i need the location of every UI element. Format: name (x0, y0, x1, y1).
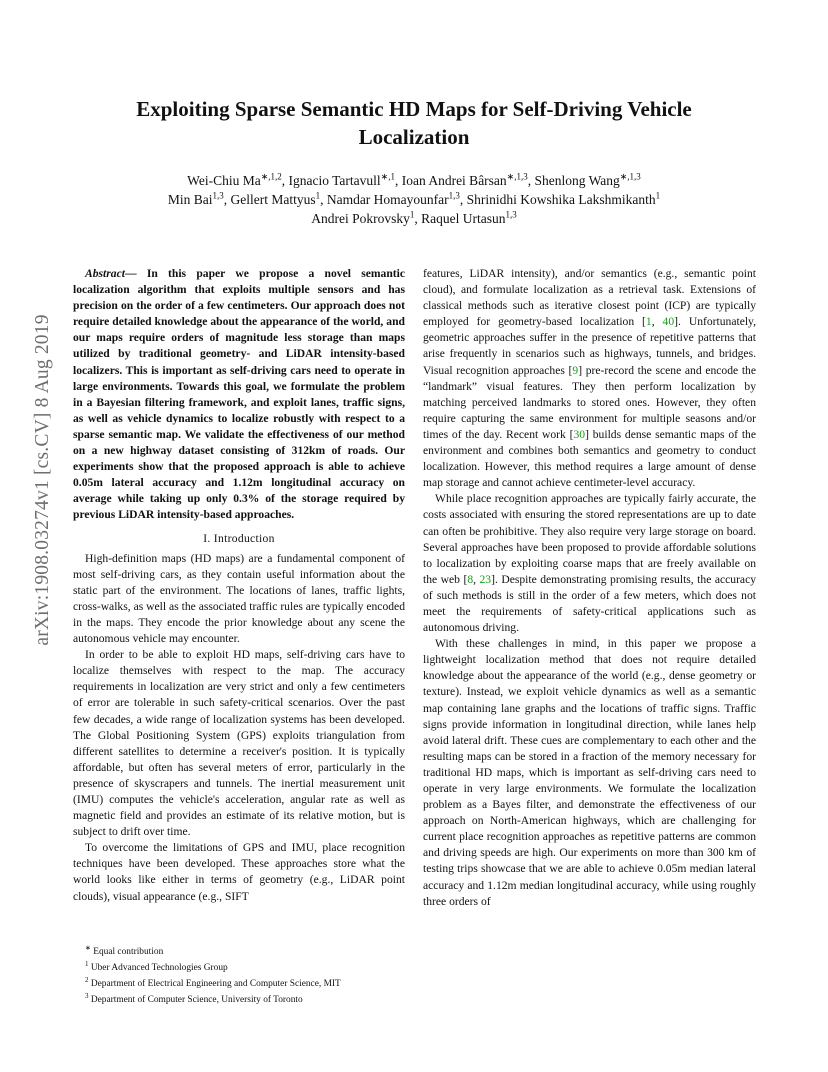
paragraph (423, 266, 756, 491)
author-separator: , (527, 173, 535, 188)
author-line-2 (80, 190, 748, 209)
paragraph: In order to be able to exploit HD maps, self-driving cars have to localize themselves with respect to the map. The accuracy requirements in localization are very strict and only a few centimeters of error are tolerable in such safety-critical scenarios. Over the past few decades, a wide range of localization systems has been developed. The Global Positioning System (GPS) exploits triangulation from different satellites to determine a receiver's position. It is typically affordable, but often has several meters of error, particularly in the presence of skyscrapers and tunnels. The inertial measurement unit (IMU) computes the vehicle's acceleration, angular rate as well as magnetic field and provides an estimate of its relative motion, but is subject to drift over time. (73, 648, 405, 839)
text-run: While place recognition approaches are typically fairly accurate, the costs associated with ensuring the stored representations are up to date can often be prohibitive. They also require very large storage on board. Several approaches have been proposed to provide affordable solutions to localization by exploiting coarse maps that are freely available on the web [ (423, 492, 756, 586)
footnote-text: Equal contribution (93, 947, 164, 958)
author: Gellert Mattyus (230, 192, 316, 207)
footnote (85, 943, 341, 959)
author-affiliation: 1,3 (448, 190, 460, 201)
citation-link[interactable]: 40 (662, 315, 675, 329)
author-separator: , (459, 192, 467, 207)
text-run: ] pre-record the scene and encode the “landmark” visual features. They then perform localization by matching perceived landmarks to stored ones. However, they often require capturing the same environment for multiple seasons and/or times of the day. Recent work [ (423, 363, 756, 441)
footnote-text: Department of Electrical Engineering and Computer Science, MIT (90, 979, 341, 990)
author: Min Bai (167, 192, 213, 207)
abstract-label: Abstract (85, 267, 125, 280)
text-run: features, LiDAR intensity), and/or semantics (e.g., semantic point cloud), and formulate localization as a retrieval task. Extensions of classical methods such as iterative closest point (ICP) are typically employed for geometry-based localization [ (423, 267, 756, 329)
author: Andrei Pokrovsky (311, 211, 410, 226)
footnote (85, 959, 341, 975)
author-affiliation: ∗,1,3 (506, 171, 528, 182)
paragraph (423, 491, 756, 636)
author-separator: , (394, 173, 402, 188)
author: Shenlong Wang (534, 173, 620, 188)
text-run: ] builds dense semantic maps of the environment and combines both semantics and geometry to conduct localization. However, this method requires a large amount of dense map storage and cannot achieve centimeter-level accuracy. (423, 427, 756, 490)
arxiv-identifier: arXiv:1908.03274v1 [cs.CV] 8 Aug 2019 (32, 314, 53, 646)
author-list (80, 171, 748, 228)
paragraph: High-definition maps (HD maps) are a fundamental component of most self-driving cars, as they contain useful information about the static part of the environment. The locations of lanes, traffic lights, cross-walks, as well as the associated traffic rules are typically encoded in the maps. They encode the prior knowledge about any scene the autonomous vehicle may encounter. (73, 551, 405, 646)
citation-link[interactable]: 23 (479, 572, 492, 586)
author-separator: , (320, 192, 327, 207)
citation-link[interactable]: 9 (572, 363, 579, 377)
text-run: ]. Unfortunately, geometric approaches suffer in the presence of repetitive patterns that arise frequently in scenarios such as highways, tunnels, and bridges. Visual recognition approaches [ (423, 315, 757, 377)
section-heading: I. Introduction (203, 531, 275, 545)
abstract-text: In this paper we propose a novel semantic localization algorithm that exploits multiple sensors and has precision on the order of a few centimeters. Our approach does not require detailed knowledge about the appearance of the world, and our maps require orders of magnitude less storage than maps utilized by traditional geometry- and LiDAR intensity-based localizers. This is important as self-driving cars need to operate in large environments. Towards this goal, we formulate the problem in a Bayesian filtering framework, and exploit lanes, traffic signs, as well as vehicle dynamics to localize robustly with respect to a sparse semantic map. We validate the effectiveness of our method on a new highway dataset consisting of 312km of roads. Our experiments show that the proposed approach is able to achieve 0.05m lateral accuracy and 1.12m longitudinal accuracy on average while taking up only 0.3% of the storage required by previous LiDAR intensity-based approaches. (73, 267, 405, 522)
citation-link[interactable]: 30 (573, 427, 586, 441)
abstract: Abstract— In this paper we propose a novel semantic localization algorithm that exploits multiple sensors and has precision on the order of a few centimeters. Our approach does not require detailed knowledge about the appearance of the world, and our maps require orders of magnitude less storage than maps utilized by traditional geometry- and LiDAR intensity-based localizers. This is important as self-driving cars need to operate in large environments. Towards this goal, we formulate the problem in a Bayesian filtering framework, and exploit lanes, traffic signs, as well as vehicle dynamics to localize robustly with respect to a sparse semantic map. We validate the effectiveness of our method on a new highway dataset consisting of 312km of roads. Our experiments show that the proposed approach is able to achieve 0.05m lateral accuracy and 1.12m longitudinal accuracy on average while taking up only 0.3% of the storage required by previous LiDAR intensity-based approaches. (73, 267, 405, 522)
author: Wei-Chiu Ma (187, 173, 261, 188)
footnote (85, 991, 341, 1007)
author: Ioan Andrei Bârsan (401, 173, 507, 188)
footnote-mark: 3 (85, 992, 89, 1001)
author: Shrinidhi Kowshika Lakshmikanth (466, 192, 656, 207)
author-affiliation: 1,3 (505, 209, 517, 220)
author-affiliation: ∗,1,3 (619, 171, 641, 182)
paragraph: With these challenges in mind, in this paper we propose a lightweight localization method that does not require detailed knowledge about the appearance of the world (e.g., dense geometry or texture). Instead, we exploit vehicle dynamics as well as a semantic map containing lane graphs and the locations of traffic signs. Traffic signs provide information in longitudinal direction, while lanes help avoid lateral drift. These cues are complementary to each other and the resulting maps can be stored in a fraction of the memory necessary for traditional HD maps, which is important as self-driving cars need to operate in very large environments. We formulate the localization problem as a Bayes filter, and demonstrate the effectiveness of our approach on North-American highways, which are challenging for current place recognition approaches as repetitive patterns are common and driving speeds are high. Our experiments on more than 300 km of testing trips showcase that we are able to achieve 0.05m median lateral accuracy and 1.12m median longitudinal accuracy, while using roughly three orders of (423, 637, 756, 908)
footnote (85, 975, 341, 991)
right-column (423, 266, 756, 910)
left-column (73, 266, 405, 905)
author: Ignacio Tartavull (288, 173, 381, 188)
author-affiliation: 1 (409, 209, 415, 220)
author-separator: , (281, 173, 289, 188)
author-affiliation: 1 (655, 190, 661, 201)
author-separator: , (223, 192, 231, 207)
author-affiliation: 1 (315, 190, 321, 201)
paragraph: To overcome the limitations of GPS and IMU, place recognition techniques have been developed. These approaches store what the world looks like either in terms of geometry (e.g., LiDAR point clouds), visual appearance (e.g., SIFT (73, 841, 405, 903)
footnotes (85, 943, 341, 1007)
footnote-mark: ∗ (85, 944, 91, 952)
text-run: , (473, 572, 480, 586)
citation-link[interactable]: 1 (645, 315, 652, 329)
footnote-mark: 1 (85, 960, 89, 969)
text-run: ]. Despite demonstrating promising results, the accuracy of such methods is still in the order of a few meters, which does not meet the requirements of safety-critical applications such as autonomous driving. (423, 572, 757, 635)
author-affiliation: ∗,1 (380, 171, 395, 182)
author-line-3 (80, 209, 748, 228)
footnote-mark: 2 (85, 976, 89, 985)
text-run: , (651, 315, 663, 329)
author-affiliation: 1,3 (212, 190, 224, 201)
paper-title: Exploiting Sparse Semantic HD Maps for Self-Driving Vehicle Localization (136, 97, 692, 149)
citation-link[interactable]: 8 (467, 572, 474, 586)
author-line-1 (80, 171, 748, 190)
author-separator: , (414, 211, 422, 226)
author-affiliation: ∗,1,2 (260, 171, 282, 182)
footnote-text: Department of Computer Science, University of Toronto (90, 995, 303, 1006)
author: Namdar Homayounfar (326, 192, 449, 207)
footnote-text: Uber Advanced Technologies Group (90, 963, 228, 974)
author: Raquel Urtasun (421, 211, 506, 226)
